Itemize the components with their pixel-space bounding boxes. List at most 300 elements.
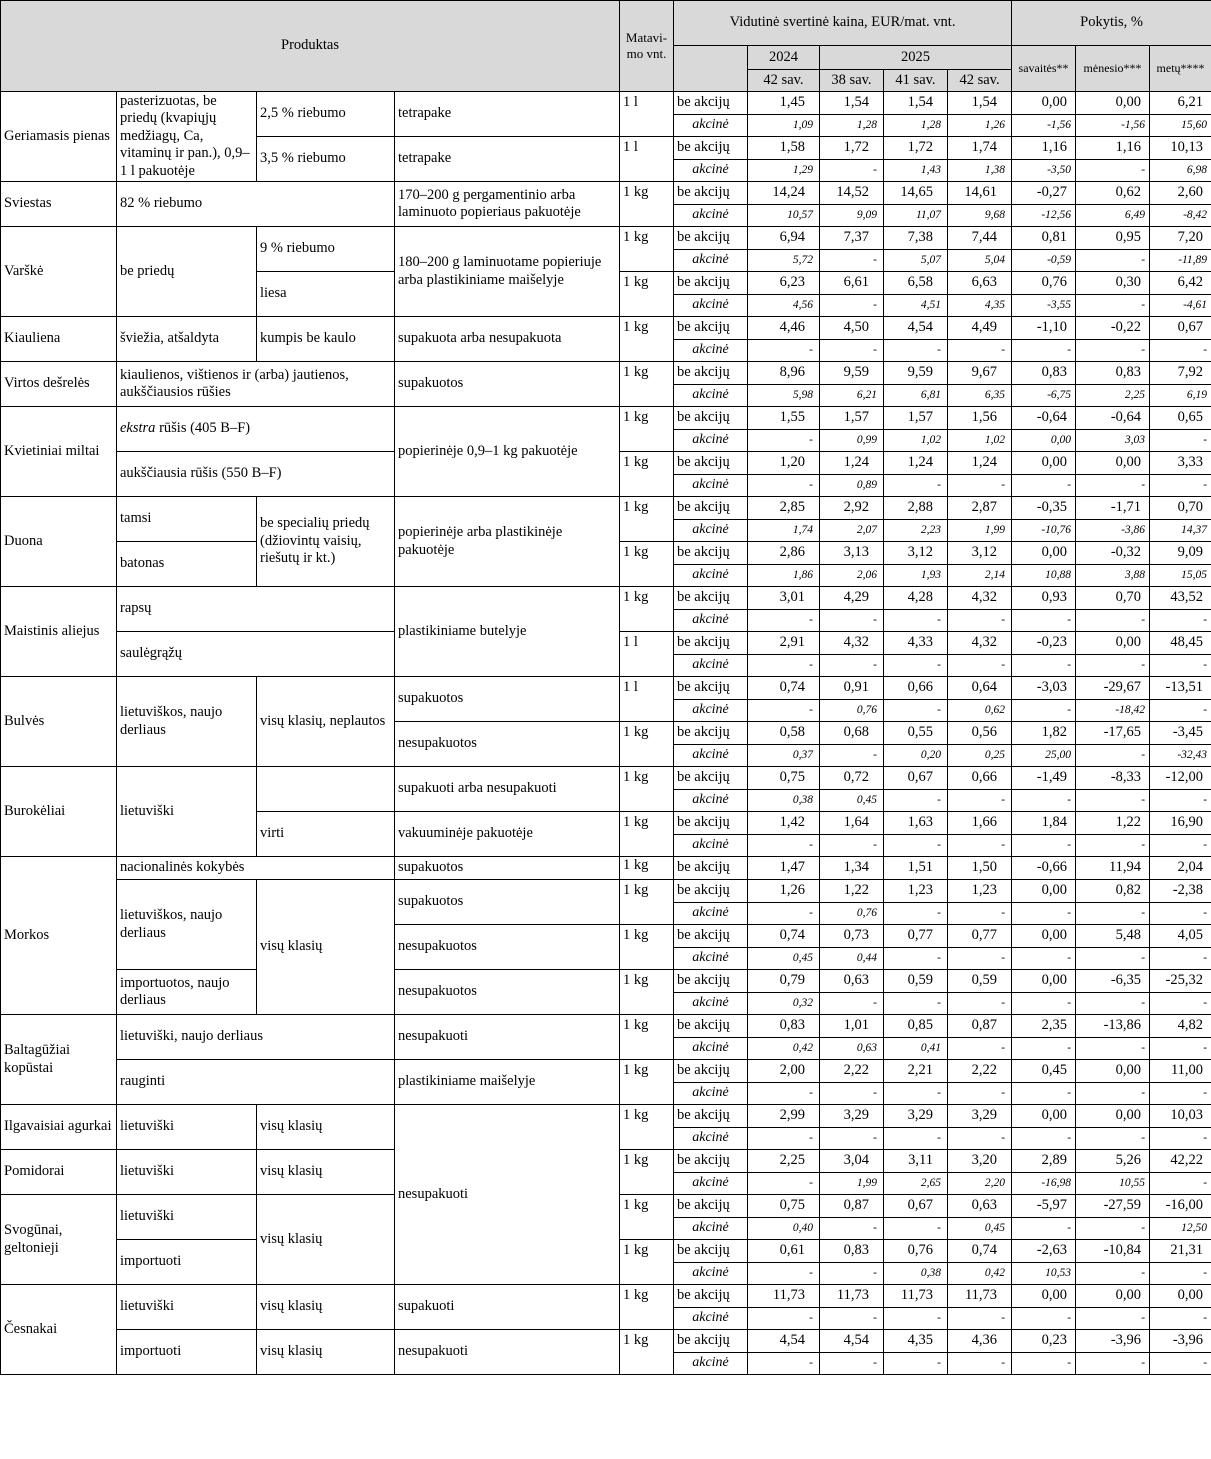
price-2025-w38-promo: - — [820, 295, 884, 317]
product-name: Kvietiniai miltai — [1, 407, 117, 497]
price-2025-w38-promo: - — [820, 610, 884, 632]
price-2024-w42-promo: 1,09 — [748, 115, 820, 137]
product-description: be priedų — [117, 227, 257, 317]
change-year: -3,96 — [1150, 1330, 1211, 1353]
product-description: importuoti — [117, 1240, 257, 1285]
product-packaging: tetrapake — [395, 92, 620, 137]
price-type-label: akcinė — [674, 790, 748, 812]
change-week: -2,63 — [1012, 1240, 1076, 1263]
price-2025-w42: 4,49 — [948, 317, 1012, 340]
product-description: 82 % riebumo — [117, 182, 395, 227]
change-month-promo: 10,55 — [1076, 1173, 1150, 1195]
product-packaging: 180–200 g laminuotame popieriuje arba plastikiniame maišelyje — [395, 227, 620, 317]
unit-cell: 1 kg — [620, 1015, 674, 1060]
price-2025-w38: 14,52 — [820, 182, 884, 205]
price-2025-w42: 9,67 — [948, 362, 1012, 385]
header-year-2024: 2024 — [748, 46, 820, 70]
price-2025-w41-promo: 2,65 — [884, 1173, 948, 1195]
change-week-promo: -6,75 — [1012, 385, 1076, 407]
price-2025-w41: 0,67 — [884, 1195, 948, 1218]
unit-cell: 1 kg — [620, 407, 674, 452]
change-year: 10,03 — [1150, 1105, 1211, 1128]
price-type-label: akcinė — [674, 295, 748, 317]
price-2025-w42-promo: 0,45 — [948, 1218, 1012, 1240]
price-2024-w42: 1,20 — [748, 452, 820, 475]
change-month: -13,86 — [1076, 1015, 1150, 1038]
product-name: Burokėliai — [1, 767, 117, 857]
price-2025-w42-promo: 0,62 — [948, 700, 1012, 722]
header-change: Pokytis, % — [1012, 1, 1211, 46]
price-type-label: be akcijų — [674, 92, 748, 115]
change-year-promo: - — [1150, 610, 1211, 632]
header-change-year: metų**** — [1150, 46, 1211, 92]
change-year: 3,33 — [1150, 452, 1211, 475]
change-year-promo: - — [1150, 948, 1211, 970]
change-week-promo: - — [1012, 655, 1076, 677]
price-2025-w42-promo: - — [948, 1083, 1012, 1105]
price-2025-w41: 1,23 — [884, 880, 948, 903]
change-month: 0,62 — [1076, 182, 1150, 205]
price-2025-w38: 0,68 — [820, 722, 884, 745]
price-2024-w42: 2,99 — [748, 1105, 820, 1128]
price-2025-w42-promo: 0,25 — [948, 745, 1012, 767]
price-2024-w42-promo: - — [748, 655, 820, 677]
change-month: 0,00 — [1076, 1285, 1150, 1308]
change-month: -8,33 — [1076, 767, 1150, 790]
price-2025-w38-promo: 9,09 — [820, 205, 884, 227]
change-year: 43,52 — [1150, 587, 1211, 610]
product-grade-extra: ekstra — [120, 420, 156, 437]
price-2025-w42-promo: 6,35 — [948, 385, 1012, 407]
change-year: 42,22 — [1150, 1150, 1211, 1173]
price-type-label: akcinė — [674, 160, 748, 182]
change-year-promo: - — [1150, 1263, 1211, 1285]
unit-cell: 1 kg — [620, 542, 674, 587]
unit-cell: 1 kg — [620, 587, 674, 632]
price-2025-w38: 2,92 — [820, 497, 884, 520]
price-2025-w42: 1,54 — [948, 92, 1012, 115]
price-2025-w42-promo: - — [948, 903, 1012, 925]
product-cut: kumpis be kaulo — [257, 317, 395, 362]
price-2025-w41: 9,59 — [884, 362, 948, 385]
price-2024-w42: 1,42 — [748, 812, 820, 835]
unit-cell: 1 kg — [620, 317, 674, 362]
price-2025-w41-promo: 0,38 — [884, 1263, 948, 1285]
change-month: 5,26 — [1076, 1150, 1150, 1173]
change-month-promo: 3,03 — [1076, 430, 1150, 452]
price-2025-w38: 0,87 — [820, 1195, 884, 1218]
price-2025-w38-promo: - — [820, 1083, 884, 1105]
change-week: 1,82 — [1012, 722, 1076, 745]
product-packaging: supakuotos — [395, 880, 620, 925]
change-month-promo: 2,25 — [1076, 385, 1150, 407]
change-year: 2,60 — [1150, 182, 1211, 205]
price-2025-w38-promo: 1,28 — [820, 115, 884, 137]
price-2025-w41: 4,35 — [884, 1330, 948, 1353]
change-year: 4,05 — [1150, 925, 1211, 948]
product-name: Bulvės — [1, 677, 117, 767]
price-2025-w41: 1,51 — [884, 857, 948, 880]
change-month-promo: 6,49 — [1076, 205, 1150, 227]
price-type-label: akcinė — [674, 610, 748, 632]
change-year: -25,32 — [1150, 970, 1211, 993]
product-packaging: supakuoti arba nesupakuoti — [395, 767, 620, 812]
price-2025-w41: 6,58 — [884, 272, 948, 295]
product-description: aukščiausia rūšis (550 B–F) — [117, 452, 395, 497]
price-2025-w41-promo: 1,28 — [884, 115, 948, 137]
price-2025-w42-promo: 2,14 — [948, 565, 1012, 587]
change-year: 0,67 — [1150, 317, 1211, 340]
change-year-promo: - — [1150, 993, 1211, 1015]
price-type-label: be akcijų — [674, 227, 748, 250]
price-2024-w42: 2,00 — [748, 1060, 820, 1083]
product-packaging: 170–200 g pergamentinio arba laminuoto popieriaus pakuotėje — [395, 182, 620, 227]
price-2025-w41: 0,67 — [884, 767, 948, 790]
change-week: 0,00 — [1012, 542, 1076, 565]
change-week-promo: - — [1012, 1128, 1076, 1150]
change-year: 2,04 — [1150, 857, 1211, 880]
change-week: 0,83 — [1012, 362, 1076, 385]
price-2025-w41: 14,65 — [884, 182, 948, 205]
unit-cell: 1 kg — [620, 925, 674, 970]
price-2025-w41: 2,88 — [884, 497, 948, 520]
price-2025-w38: 4,54 — [820, 1330, 884, 1353]
price-2024-w42: 8,96 — [748, 362, 820, 385]
price-2024-w42-promo: 0,42 — [748, 1038, 820, 1060]
product-description: lietuviški — [117, 1195, 257, 1240]
change-month-promo: - — [1076, 475, 1150, 497]
price-type-label: akcinė — [674, 205, 748, 227]
unit-cell: 1 kg — [620, 1150, 674, 1195]
price-2025-w42: 3,29 — [948, 1105, 1012, 1128]
price-2025-w38: 4,50 — [820, 317, 884, 340]
price-2025-w41: 4,28 — [884, 587, 948, 610]
price-2024-w42: 0,79 — [748, 970, 820, 993]
change-week: 1,84 — [1012, 812, 1076, 835]
header-price: Vidutinė svertinė kaina, EUR/mat. vnt. — [674, 1, 1012, 46]
price-2025-w42: 0,59 — [948, 970, 1012, 993]
unit-cell: 1 kg — [620, 452, 674, 497]
product-name: Svogūnai, geltonieji — [1, 1195, 117, 1285]
price-2025-w42: 0,63 — [948, 1195, 1012, 1218]
price-2025-w42: 0,74 — [948, 1240, 1012, 1263]
price-type-label: be akcijų — [674, 317, 748, 340]
product-fat: liesa — [257, 272, 395, 317]
unit-cell: 1 kg — [620, 722, 674, 767]
change-year: 0,70 — [1150, 497, 1211, 520]
change-month: 0,00 — [1076, 632, 1150, 655]
change-week-promo: -10,76 — [1012, 520, 1076, 542]
change-year-promo: - — [1150, 655, 1211, 677]
change-month: 0,00 — [1076, 1060, 1150, 1083]
unit-cell: 1 kg — [620, 880, 674, 925]
change-month: 0,83 — [1076, 362, 1150, 385]
price-2025-w42: 14,61 — [948, 182, 1012, 205]
change-month: -27,59 — [1076, 1195, 1150, 1218]
header-year-2025: 2025 — [820, 46, 1012, 70]
change-week: -0,64 — [1012, 407, 1076, 430]
change-month-promo: -1,56 — [1076, 115, 1150, 137]
change-year-promo: - — [1150, 430, 1211, 452]
product-description: kiaulienos, vištienos ir (arba) jautienos, aukščiausios rūšies — [117, 362, 395, 407]
price-2025-w42-promo: - — [948, 790, 1012, 812]
unit-cell: 1 kg — [620, 1060, 674, 1105]
product-packaging: nesupakuoti — [395, 1105, 620, 1285]
change-week: 0,00 — [1012, 1105, 1076, 1128]
price-type-label: be akcijų — [674, 587, 748, 610]
product-packaging: plastikiniame maišelyje — [395, 1060, 620, 1105]
change-month: -0,22 — [1076, 317, 1150, 340]
price-2025-w41-promo: 2,23 — [884, 520, 948, 542]
product-name: Sviestas — [1, 182, 117, 227]
price-type-label: akcinė — [674, 1263, 748, 1285]
change-year-promo: 15,05 — [1150, 565, 1211, 587]
change-month: 11,94 — [1076, 857, 1150, 880]
price-2025-w41-promo: 4,51 — [884, 295, 948, 317]
unit-cell: 1 l — [620, 632, 674, 677]
price-2024-w42-promo: 5,72 — [748, 250, 820, 272]
change-week: 0,93 — [1012, 587, 1076, 610]
change-week: 0,81 — [1012, 227, 1076, 250]
price-2025-w41: 1,24 — [884, 452, 948, 475]
product-description: rauginti — [117, 1060, 395, 1105]
change-week-promo: - — [1012, 993, 1076, 1015]
change-week: 1,16 — [1012, 137, 1076, 160]
unit-cell: 1 kg — [620, 1240, 674, 1285]
change-year: -3,45 — [1150, 722, 1211, 745]
change-week-promo: - — [1012, 835, 1076, 857]
price-2025-w42: 2,22 — [948, 1060, 1012, 1083]
change-year: -2,38 — [1150, 880, 1211, 903]
unit-cell: 1 kg — [620, 272, 674, 317]
change-week-promo: - — [1012, 1353, 1076, 1375]
change-month-promo: - — [1076, 835, 1150, 857]
change-week-promo: 25,00 — [1012, 745, 1076, 767]
price-2025-w38-promo: 2,07 — [820, 520, 884, 542]
change-year: 7,92 — [1150, 362, 1211, 385]
change-year-promo: - — [1150, 340, 1211, 362]
price-2024-w42: 0,61 — [748, 1240, 820, 1263]
price-2025-w38: 1,72 — [820, 137, 884, 160]
price-2025-w42-promo: 4,35 — [948, 295, 1012, 317]
price-2025-w41: 1,57 — [884, 407, 948, 430]
change-year: -13,51 — [1150, 677, 1211, 700]
product-description: saulėgrąžų — [117, 632, 395, 677]
change-month: 0,70 — [1076, 587, 1150, 610]
change-year-promo: - — [1150, 1038, 1211, 1060]
product-description: lietuviški — [117, 1285, 257, 1330]
price-type-label: akcinė — [674, 948, 748, 970]
product-description: importuoti — [117, 1330, 257, 1375]
header-week: 41 sav. — [884, 70, 948, 92]
price-2025-w41: 1,72 — [884, 137, 948, 160]
price-2025-w42: 1,24 — [948, 452, 1012, 475]
price-2025-w42: 3,20 — [948, 1150, 1012, 1173]
product-class: visų klasių — [257, 880, 395, 1015]
change-year: -16,00 — [1150, 1195, 1211, 1218]
product-packaging: supakuotos — [395, 362, 620, 407]
product-packaging: nesupakuotos — [395, 925, 620, 970]
change-month-promo: - — [1076, 1128, 1150, 1150]
change-week: -0,27 — [1012, 182, 1076, 205]
change-year: 11,00 — [1150, 1060, 1211, 1083]
price-2025-w38: 0,83 — [820, 1240, 884, 1263]
price-type-label: akcinė — [674, 565, 748, 587]
price-type-label: be akcijų — [674, 880, 748, 903]
price-2025-w42-promo: - — [948, 1353, 1012, 1375]
change-week: 0,00 — [1012, 970, 1076, 993]
change-month: -17,65 — [1076, 722, 1150, 745]
change-week-promo: - — [1012, 340, 1076, 362]
change-year-promo: - — [1150, 790, 1211, 812]
price-type-label: be akcijų — [674, 497, 748, 520]
product-fat: 2,5 % riebumo — [257, 92, 395, 137]
change-week-promo: - — [1012, 1083, 1076, 1105]
change-week-promo: -3,55 — [1012, 295, 1076, 317]
price-2024-w42-promo: 4,56 — [748, 295, 820, 317]
price-2025-w41-promo: - — [884, 1128, 948, 1150]
change-month-promo: - — [1076, 1038, 1150, 1060]
price-2024-w42: 6,23 — [748, 272, 820, 295]
price-2024-w42: 11,73 — [748, 1285, 820, 1308]
price-2025-w42: 1,56 — [948, 407, 1012, 430]
price-2025-w38: 1,64 — [820, 812, 884, 835]
price-2024-w42-promo: - — [748, 1173, 820, 1195]
price-type-label: akcinė — [674, 1173, 748, 1195]
change-week-promo: 0,00 — [1012, 430, 1076, 452]
change-week: 2,35 — [1012, 1015, 1076, 1038]
product-name: Baltagūžiai kopūstai — [1, 1015, 117, 1105]
price-type-label: akcinė — [674, 903, 748, 925]
change-week: 0,23 — [1012, 1330, 1076, 1353]
price-type-label: be akcijų — [674, 857, 748, 880]
change-month: -10,84 — [1076, 1240, 1150, 1263]
change-month-promo: - — [1076, 745, 1150, 767]
product-packaging: popierinėje arba plastikinėje pakuotėje — [395, 497, 620, 587]
change-month-promo: - — [1076, 1308, 1150, 1330]
product-name: Virtos dešrelės — [1, 362, 117, 407]
change-month-promo: - — [1076, 340, 1150, 362]
change-month-promo: 3,88 — [1076, 565, 1150, 587]
change-month: -29,67 — [1076, 677, 1150, 700]
change-year: 16,90 — [1150, 812, 1211, 835]
product-class: visų klasių — [257, 1105, 395, 1150]
product-fat: 3,5 % riebumo — [257, 137, 395, 182]
price-2024-w42: 0,75 — [748, 1195, 820, 1218]
price-type-label: akcinė — [674, 475, 748, 497]
change-week-promo: 10,88 — [1012, 565, 1076, 587]
price-2025-w42: 1,23 — [948, 880, 1012, 903]
change-year: 10,13 — [1150, 137, 1211, 160]
price-2025-w41-promo: 11,07 — [884, 205, 948, 227]
price-2024-w42-promo: - — [748, 1263, 820, 1285]
price-2025-w38-promo: - — [820, 340, 884, 362]
price-2024-w42-promo: - — [748, 1353, 820, 1375]
price-2025-w41-promo: - — [884, 1083, 948, 1105]
change-week-promo: - — [1012, 700, 1076, 722]
product-name: Morkos — [1, 857, 117, 1015]
change-week-promo: - — [1012, 1038, 1076, 1060]
change-month-promo: - — [1076, 790, 1150, 812]
price-type-label: be akcijų — [674, 767, 748, 790]
change-month-promo: - — [1076, 250, 1150, 272]
price-2024-w42: 0,74 — [748, 677, 820, 700]
product-additives: be specialių priedų (džiovintų vaisių, riešutų ir kt.) — [257, 497, 395, 587]
change-month-promo: -3,86 — [1076, 520, 1150, 542]
price-type-label: akcinė — [674, 1308, 748, 1330]
price-2025-w42: 4,36 — [948, 1330, 1012, 1353]
price-type-label: be akcijų — [674, 452, 748, 475]
product-packaging: nesupakuotos — [395, 722, 620, 767]
price-2025-w38-promo: 0,63 — [820, 1038, 884, 1060]
change-month: 0,00 — [1076, 92, 1150, 115]
price-2024-w42-promo: - — [748, 430, 820, 452]
price-2024-w42-promo: - — [748, 610, 820, 632]
product-packaging: supakuotos — [395, 677, 620, 722]
product-packaging: supakuotos — [395, 857, 620, 880]
price-2025-w41-promo: - — [884, 790, 948, 812]
change-year-promo: 15,60 — [1150, 115, 1211, 137]
change-year: 6,42 — [1150, 272, 1211, 295]
product-class: visų klasių — [257, 1285, 395, 1330]
price-2025-w38-promo: 0,76 — [820, 903, 884, 925]
change-week-promo: -16,98 — [1012, 1173, 1076, 1195]
change-year-promo: -4,61 — [1150, 295, 1211, 317]
price-2025-w42: 4,32 — [948, 632, 1012, 655]
price-2025-w42: 1,66 — [948, 812, 1012, 835]
price-2025-w38-promo: 6,21 — [820, 385, 884, 407]
product-packaging: tetrapake — [395, 137, 620, 182]
price-2025-w41: 4,54 — [884, 317, 948, 340]
change-week-promo: -1,56 — [1012, 115, 1076, 137]
price-type-label: be akcijų — [674, 1285, 748, 1308]
price-2025-w41: 11,73 — [884, 1285, 948, 1308]
product-description — [117, 407, 395, 452]
price-2024-w42-promo: - — [748, 475, 820, 497]
product-description: nacionalinės kokybės — [117, 857, 395, 880]
change-month-promo: - — [1076, 1218, 1150, 1240]
price-2024-w42: 0,75 — [748, 767, 820, 790]
price-2025-w38-promo: - — [820, 655, 884, 677]
price-2025-w38: 7,37 — [820, 227, 884, 250]
change-month-promo: - — [1076, 655, 1150, 677]
price-2025-w42-promo: - — [948, 610, 1012, 632]
price-type-label: be akcijų — [674, 1240, 748, 1263]
price-2024-w42-promo: - — [748, 1128, 820, 1150]
price-2025-w38-promo: - — [820, 160, 884, 182]
product-name: Kiauliena — [1, 317, 117, 362]
price-2025-w38: 3,29 — [820, 1105, 884, 1128]
product-class — [257, 767, 395, 812]
price-2024-w42-promo: 0,40 — [748, 1218, 820, 1240]
change-year: 0,65 — [1150, 407, 1211, 430]
price-2025-w42-promo: 1,26 — [948, 115, 1012, 137]
price-2025-w41: 4,33 — [884, 632, 948, 655]
change-year-promo: -11,89 — [1150, 250, 1211, 272]
price-2025-w41-promo: 0,41 — [884, 1038, 948, 1060]
price-type-label: akcinė — [674, 1218, 748, 1240]
change-year: 4,82 — [1150, 1015, 1211, 1038]
price-type-label: akcinė — [674, 1083, 748, 1105]
product-packaging: nesupakuoti — [395, 1015, 620, 1060]
price-2025-w42-promo: 9,68 — [948, 205, 1012, 227]
price-2024-w42-promo: - — [748, 340, 820, 362]
price-2025-w42-promo: - — [948, 655, 1012, 677]
price-2025-w42-promo: - — [948, 993, 1012, 1015]
price-2025-w42-promo: - — [948, 1128, 1012, 1150]
price-2025-w41: 1,54 — [884, 92, 948, 115]
change-month-promo: - — [1076, 1353, 1150, 1375]
